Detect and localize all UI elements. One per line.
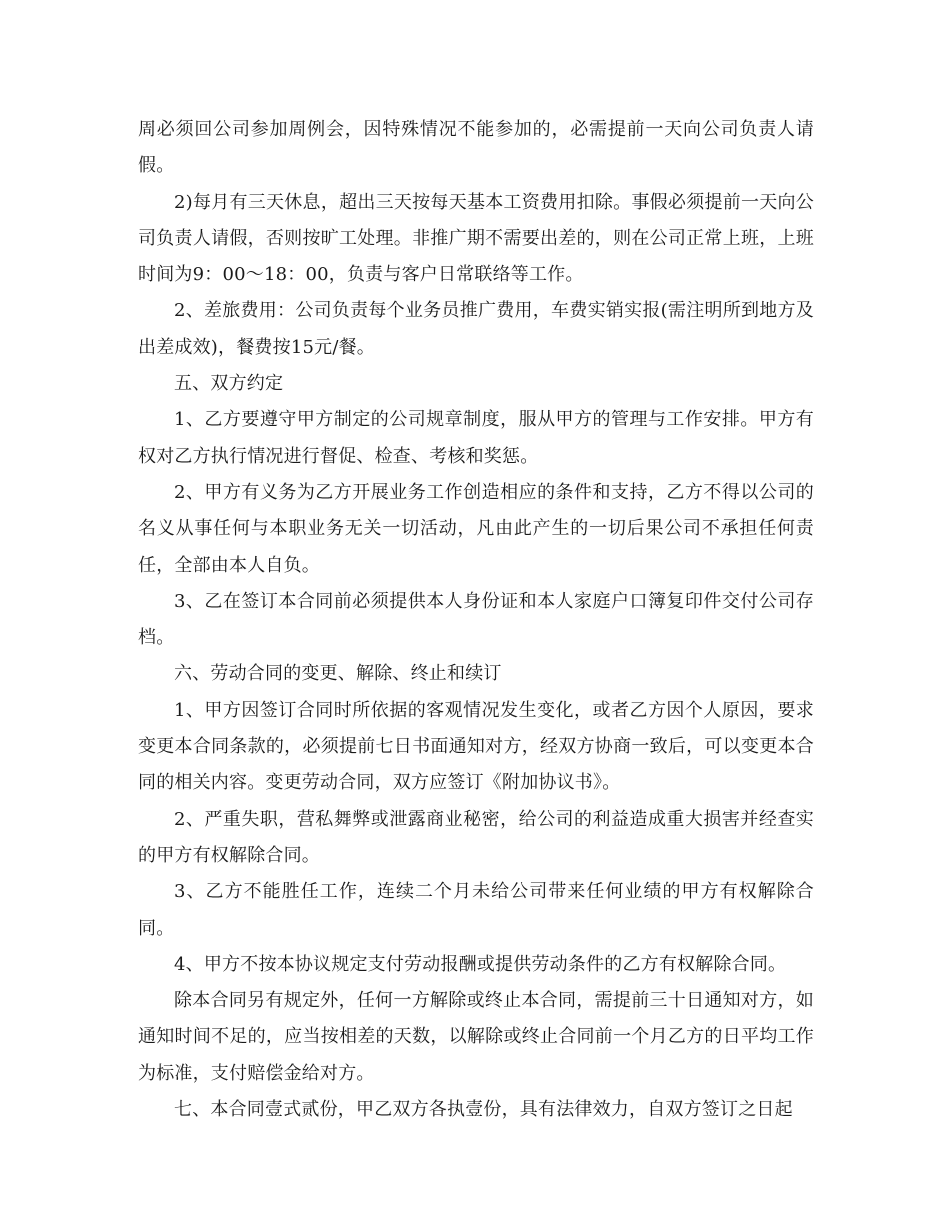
paragraph-continuation: 周必须回公司参加周例会，因特殊情况不能参加的，必需提前一天向公司负责人请假。 <box>138 119 814 177</box>
section-heading-contract-changes: 六、劳动合同的变更、解除、终止和续订 <box>174 663 502 685</box>
paragraph-agreement-3: 3、乙在签订本合同前必须提供本人身份证和本人家庭户口簿复印件交付公司存档。 <box>138 590 814 649</box>
section-heading-copies: 七、本合同壹式贰份，甲乙双方各执壹份，具有法律效力，自双方签订之日起 <box>174 1099 793 1121</box>
paragraph-agreement-1: 1、乙方要遵守甲方制定的公司规章制度，服从甲方的管理与工作安排。甲方有权对乙方执行情况进行督促、检查、考核和奖惩。 <box>138 409 814 467</box>
contract-body <box>138 112 814 1128</box>
paragraph-change-3: 3、乙方不能胜任工作，连续二个月未给公司带来任何业绩的甲方有权解除合同。 <box>138 881 814 939</box>
paragraph-change-2: 2、严重失职，营私舞弊或泄露商业秘密，给公司的利益造成重大损害并经查实的甲方有权解除合同。 <box>138 808 814 866</box>
paragraph-change-4: 4、甲方不按本协议规定支付劳动报酬或提供劳动条件的乙方有权解除合同。 <box>174 953 787 975</box>
section-heading-mutual-agreement: 五、双方约定 <box>174 373 284 395</box>
paragraph-travel-expenses: 2、差旅费用：公司负责每个业务员推广费用，车费实销实报(需注明所到地方及出差成效)，餐费按15元/餐。 <box>138 300 814 358</box>
paragraph-change-1: 1、甲方因签订合同时所依据的客观情况发生变化，或者乙方因个人原因，要求变更本合同条款的，必须提前七日书面通知对方，经双方协商一致后，可以变更本合同的相关内容。变更劳动合同，双方应签订《附加协议书》。 <box>138 699 814 794</box>
paragraph-agreement-2: 2、甲方有义务为乙方开展业务工作创造相应的条件和支持，乙方不得以公司的名义从事任何与本职业务无关一切活动，凡由此产生的一切后果公司不承担任何责任，全部由本人自负。 <box>138 481 814 576</box>
paragraph-rest-days: 2)每月有三天休息，超出三天按每天基本工资费用扣除。事假必须提前一天向公司负责人请假，否则按旷工处理。非推广期不需要出差的，则在公司正常上班，上班时间为9：00～18：00，负责与客户日常联络等工作。 <box>138 191 814 286</box>
paragraph-termination-notice: 除本合同另有规定外，任何一方解除或终止本合同，需提前三十日通知对方，如通知时间不足的，应当按相差的天数，以解除或终止合同前一个月乙方的日平均工作为标准，支付赔偿金给对方。 <box>138 990 814 1084</box>
